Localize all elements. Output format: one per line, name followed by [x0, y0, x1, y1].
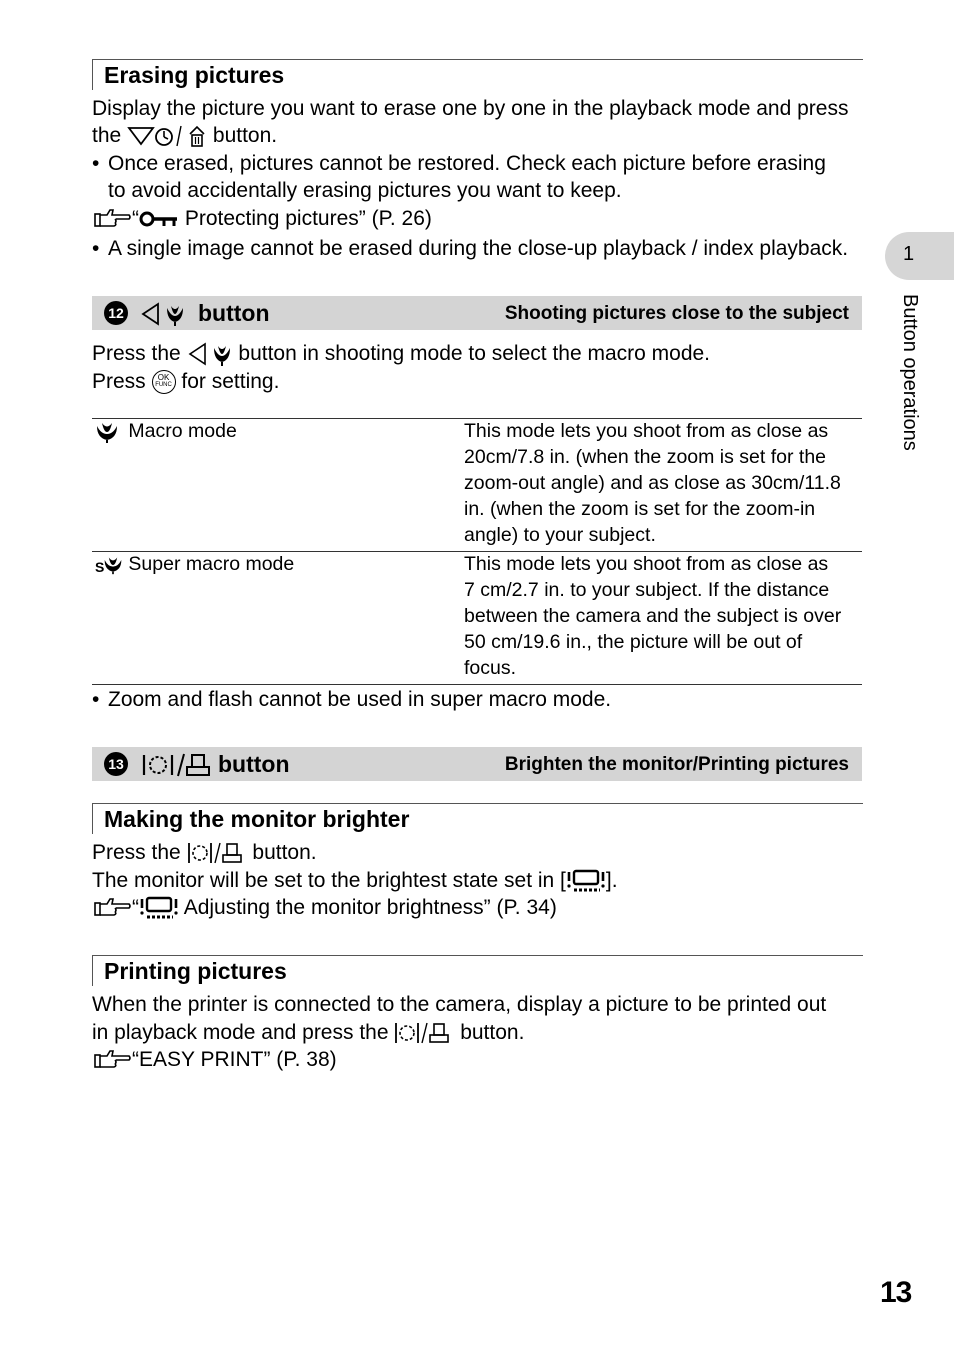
down-selftimer-erase-icon	[127, 124, 187, 148]
super-macro-mode-label: Super macro mode	[128, 553, 295, 575]
macro-line1-post: button in shooting mode to select the macro mode.	[238, 342, 711, 365]
brighter-line2	[92, 867, 618, 894]
macro-desc-line: in. (when the zoom is set for the zoom-in	[464, 498, 816, 520]
erasing-bullet1-marker: •	[92, 152, 100, 175]
reference-hand-icon	[94, 897, 132, 919]
macro-desc-line: 20cm/7.8 in. (when the zoom is set for the	[464, 446, 827, 468]
super-macro-flower-icon	[103, 554, 123, 576]
brighter-heading-box	[92, 803, 863, 834]
monitor-brightness-icon	[566, 869, 606, 893]
erasing-line2-post: button.	[212, 124, 278, 147]
macro-note-marker: •	[92, 688, 100, 711]
macro-section-bar	[92, 296, 862, 330]
reference-hand-icon	[94, 208, 132, 230]
monitor-print-inline-icon	[394, 1021, 454, 1045]
monitor-button-label: button	[218, 751, 290, 777]
brighter-line1	[92, 839, 317, 866]
erasing-line1: Display the picture you want to erase one by one in the playback mode and press	[92, 97, 849, 120]
erasing-line2	[92, 122, 277, 149]
macro-line2-pre: Press	[92, 370, 146, 393]
page-number: 13	[880, 1276, 912, 1309]
brighter-line2-post: ].	[605, 869, 618, 892]
protect-key-icon	[139, 209, 179, 229]
erasing-bullet2: A single image cannot be erased during the close-up playback / index playback.	[108, 237, 849, 260]
brighter-line2-pre: The monitor will be set to the brightest state set in [	[92, 869, 566, 892]
macro-mode-label: Macro mode	[128, 420, 237, 442]
ok-text: OK	[157, 373, 170, 383]
erasing-bullet2-marker: •	[92, 237, 100, 260]
erasing-bullet1-a: Once erased, pictures cannot be restored. Check each picture before erasing	[108, 152, 826, 175]
macro-desc-line: zoom-out angle) and as close as 30cm/11.8	[464, 472, 841, 494]
monitor-section-bar	[92, 747, 862, 781]
left-macro-inline-icon	[187, 342, 233, 366]
printing-ref-text: “EASY PRINT” (P. 38)	[132, 1048, 337, 1071]
erasing-ref-text: Protecting pictures” (P. 26)	[184, 207, 432, 230]
printing-ref	[94, 1046, 337, 1073]
monitor-print-icon	[142, 752, 214, 778]
erasing-line2-pre: the	[92, 124, 122, 147]
erasing-heading-box	[92, 59, 863, 90]
super-macro-desc-line: 50 cm/19.6 in., the picture will be out of	[464, 631, 803, 653]
erasing-ref	[94, 205, 432, 232]
brighter-ref-text: Adjusting the monitor brightness” (P. 34)	[183, 896, 557, 919]
super-macro-icon	[95, 554, 123, 576]
printing-line2-pre: in playback mode and press the	[92, 1021, 389, 1044]
erasing-ref-quote: “	[132, 207, 139, 230]
printing-heading: Printing pictures	[104, 958, 287, 984]
table-row	[95, 551, 294, 577]
monitor-print-inline-icon	[187, 841, 247, 865]
brighter-ref-quote: “	[132, 896, 139, 919]
macro-line1-pre: Press the	[92, 342, 181, 365]
monitor-section-number: 13	[104, 752, 128, 776]
monitor-section-subtitle: Brighten the monitor/Printing pictures	[504, 754, 849, 775]
table-row	[95, 418, 237, 444]
macro-line2-post: for setting.	[181, 370, 280, 393]
monitor-brightness-icon	[139, 896, 179, 920]
macro-section-subtitle: Shooting pictures close to the subject	[504, 303, 849, 324]
func-text: FUNC	[155, 382, 172, 389]
macro-desc-line: angle) to your subject.	[464, 524, 656, 546]
brighter-heading: Making the monitor brighter	[104, 806, 410, 832]
erasing-heading: Erasing pictures	[104, 62, 285, 88]
printing-heading-box	[92, 955, 863, 986]
macro-desc-line: This mode lets you shoot from as close as	[464, 420, 829, 442]
brighter-line1-post: button.	[252, 841, 317, 864]
super-macro-desc-line: focus.	[464, 657, 517, 679]
super-macro-desc-line: 7 cm/2.7 in. to your subject. If the distance	[464, 579, 830, 601]
ok-func-icon	[152, 370, 176, 394]
macro-button-label: button	[198, 300, 270, 326]
brighter-ref	[94, 894, 557, 921]
macro-line1	[92, 340, 710, 367]
printing-line2-post: button.	[460, 1021, 525, 1044]
printing-line1: When the printer is connected to the camera, display a picture to be printed out	[92, 993, 827, 1016]
super-macro-desc-line: between the camera and the subject is over	[464, 605, 842, 627]
trash-icon	[187, 124, 207, 148]
macro-section-number: 12	[104, 301, 128, 325]
chapter-number: 1	[903, 243, 915, 265]
super-macro-desc-line: This mode lets you shoot from as close as	[464, 553, 829, 575]
macro-mode-desc	[464, 418, 841, 548]
macro-line2	[92, 368, 279, 395]
macro-note: Zoom and flash cannot be used in super macro mode.	[108, 688, 612, 711]
table-bottom-rule	[92, 684, 862, 685]
reference-hand-icon	[94, 1049, 132, 1071]
brighter-line1-pre: Press the	[92, 841, 181, 864]
left-macro-icon	[140, 302, 186, 326]
super-macro-mode-desc	[464, 551, 841, 681]
printing-line2	[92, 1019, 524, 1046]
chapter-label: Button operations	[899, 294, 921, 451]
macro-flower-icon	[95, 421, 119, 443]
chapter-tab	[885, 232, 954, 280]
erasing-bullet1-b: to avoid accidentally erasing pictures you want to keep.	[108, 179, 622, 202]
super-s-letter: S	[95, 558, 105, 575]
